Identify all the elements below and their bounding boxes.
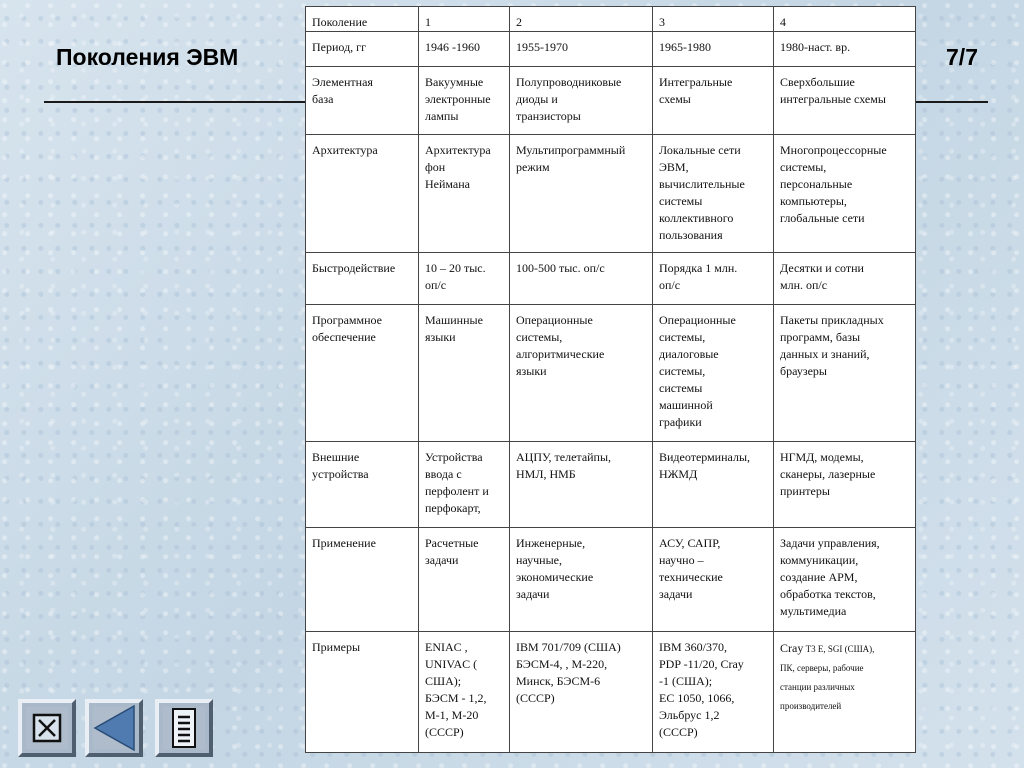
table-row: [306, 305, 916, 442]
table-cell: IBM 360/370, PDP -11/20, Cray -1 (США); ЕС 1050, 1066, Эльбрус 1,2 (СССР): [653, 632, 774, 753]
table-cell: 1946 -1960: [419, 32, 510, 67]
table-cell: АЦПУ, телетайпы, НМЛ, НМБ: [510, 442, 653, 528]
title-underline-right: [916, 101, 988, 103]
table-cell: Машинные языки: [419, 305, 510, 442]
table-row: [306, 32, 916, 67]
title-underline-left: [44, 101, 306, 103]
row-label: Примеры: [306, 632, 419, 753]
table-cell: 2: [510, 7, 653, 32]
close-button[interactable]: [18, 699, 76, 757]
table-cell: Порядка 1 млн. оп/с: [653, 253, 774, 305]
row-label: Внешние устройства: [306, 442, 419, 528]
table-cell: Многопроцессорные системы, персональные компьютеры, глобальные сети: [774, 135, 916, 253]
back-button[interactable]: [85, 699, 143, 757]
table-cell: 1980-наст. вр.: [774, 32, 916, 67]
table-row: [306, 632, 916, 753]
table-cell: Устройства ввода с перфолент и перфокарт,: [419, 442, 510, 528]
slide-title: Поколения ЭВМ: [56, 44, 239, 70]
table-cell: 3: [653, 7, 774, 32]
row-label: Период, гг: [306, 32, 419, 67]
table-cell: ENIAC , UNIVAC ( США); БЭСМ - 1,2, М-1, М-20 (СССР): [419, 632, 510, 753]
table-cell: 1: [419, 7, 510, 32]
cell-small-text: Т3 Е, SGI (США), ПК, серверы, рабочие станции различных производителей: [780, 644, 875, 711]
menu-button[interactable]: [155, 699, 213, 757]
page-number: 7/7: [946, 44, 978, 70]
table-cell: Задачи управления, коммуникации, создание АРМ, обработка текстов, мультимедиа: [774, 528, 916, 632]
table-cell: 100-500 тыс. оп/с: [510, 253, 653, 305]
table-cell: Расчетные задачи: [419, 528, 510, 632]
table-row: [306, 7, 916, 32]
table-cell: Видеотерминалы, НЖМД: [653, 442, 774, 528]
table-cell: АСУ, САПР, научно – технические задачи: [653, 528, 774, 632]
table-cell: 1955-1970: [510, 32, 653, 67]
row-label: Архитектура: [306, 135, 419, 253]
table-cell: Операционные системы, алгоритмические языки: [510, 305, 653, 442]
row-label: Поколение: [306, 7, 419, 32]
table-row: [306, 67, 916, 135]
table-cell: Архитектура фон Неймана: [419, 135, 510, 253]
table-cell: Десятки и сотни млн. оп/с: [774, 253, 916, 305]
table-cell: Инженерные, научные, экономические задачи: [510, 528, 653, 632]
row-label: Быстродействие: [306, 253, 419, 305]
back-arrow-icon: [89, 703, 139, 753]
menu-list-icon: [159, 703, 209, 753]
table-cell: Полупроводниковые диоды и транзисторы: [510, 67, 653, 135]
table-cell: Локальные сети ЭВМ, вычислительные системы коллективного пользования: [653, 135, 774, 253]
table-row: [306, 253, 916, 305]
table-cell: Мультипрограммный режим: [510, 135, 653, 253]
table-cell: 1965-1980: [653, 32, 774, 67]
row-label: Применение: [306, 528, 419, 632]
table-cell: 10 – 20 тыс. оп/с: [419, 253, 510, 305]
table-cell: IBM 701/709 (США) БЭСМ-4, , М-220, Минск, БЭСМ-6 (СССР): [510, 632, 653, 753]
table-cell: Операционные системы, диалоговые системы, системы машинной графики: [653, 305, 774, 442]
close-icon: [22, 703, 72, 753]
table-cell: Сверхбольшие интегральные схемы: [774, 67, 916, 135]
cell-text: Cray: [780, 641, 804, 655]
table-cell: [774, 632, 916, 753]
generations-table: [305, 6, 916, 753]
row-label: Программное обеспечение: [306, 305, 419, 442]
generations-table-panel: [305, 6, 915, 752]
table-cell: Интегральные схемы: [653, 67, 774, 135]
table-cell: Пакеты прикладных программ, базы данных и знаний, браузеры: [774, 305, 916, 442]
table-row: [306, 442, 916, 528]
table-cell: 4: [774, 7, 916, 32]
row-label: Элементная база: [306, 67, 419, 135]
table-row: [306, 135, 916, 253]
table-cell: Вакуумные электронные лампы: [419, 67, 510, 135]
table-cell: НГМД, модемы, сканеры, лазерные принтеры: [774, 442, 916, 528]
table-row: [306, 528, 916, 632]
